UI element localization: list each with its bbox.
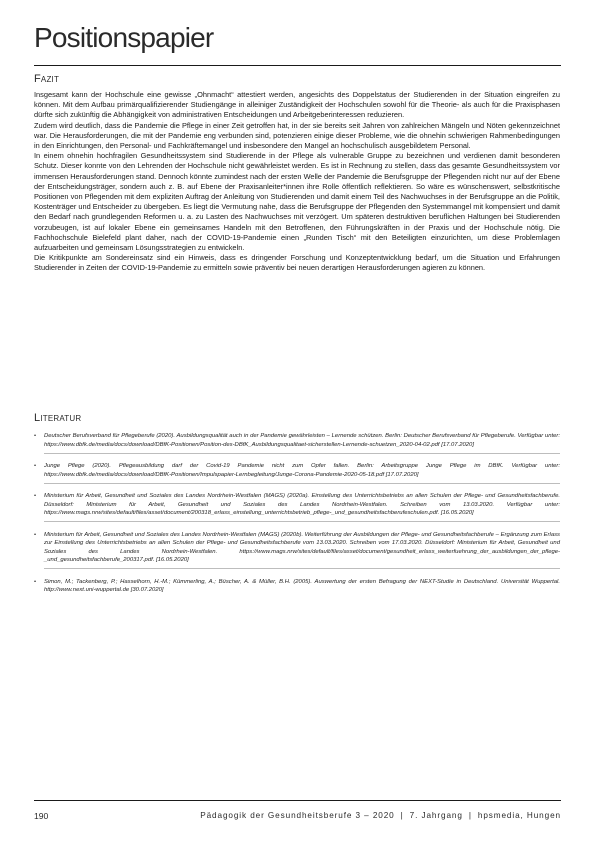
journal-volume: 7. Jahrgang	[409, 811, 463, 820]
section-heading-literatur	[34, 412, 81, 424]
reference-text: Ministerium für Arbeit, Gesundheit und Soziales des Landes Nordrhein-Westfalen (MAGS) (2020b). Weiterführung der Ausbildungen der Pflege- und Gesundheitsfachberufe – Ergänzung zum Erlass zur Einstellung des Unterrichtsbetriebs an allen Schulen der Pflege- und Gesundheitsfachberufe vom 13.03.2020. Schreiben vom 17.03.2020. Düsseldorf: Ministerium für Arbeit, Gesundheit und Soziales des Landes Nordrhein-Westfalen. https://www.mags.nrw/sites/default/files/asset/document/gesundheit_erlass_weiterfuehrung_der_ausbildungen_der_pflege-_und_gesundheitsfachberufe_200317.pdf. [16.05.2020]	[44, 531, 560, 564]
footer-separator: |	[400, 811, 404, 820]
reference-divider	[44, 453, 560, 454]
fazit-body	[34, 90, 560, 274]
publisher: hpsmedia, Hungen	[477, 811, 561, 820]
bullet-icon: •	[34, 531, 37, 538]
reference-item	[34, 462, 560, 484]
reference-divider	[44, 568, 560, 569]
journal-name: Pädagogik der Gesundheitsberufe 3 – 2020	[200, 811, 395, 820]
paragraph: Insgesamt kann der Hochschule eine gewisse „Ohnmacht“ attestiert werden, angesichts des Doppelstatus der Studierenden in der Situation eingreifen zu können. Mit dem Aufbau primärqualifizierender Studiengänge in alleiniger Zuständigkeit der Hochschulen sowohl für die Theorie- als auch für die Praxisphasen dürfte sich zukünftig die Abhängigkeit von administrativen Entscheidungen und Arbeitgeberinteressen reduzieren.	[34, 90, 560, 120]
bullet-icon: •	[34, 462, 37, 469]
page-number: 190	[34, 811, 49, 821]
reference-item	[34, 578, 560, 595]
reference-text: Junge Pflege (2020). Pflegeausbildung darf der Covid-19 Pandemie nicht zum Opfer fallen. Berlin: Arbeitsgruppe Junge Pflege im DBfK. Verfügbar unter: https://www.dbfk.de/media/docs/download/DBfK-Positionen/Impulspapier-Lernbegleitung/Junge-Corona-Pandemie-2020-05-18.pdf [17.07.2020]	[44, 462, 560, 478]
footer-journal-info	[200, 811, 561, 820]
footer-separator: |	[468, 811, 472, 820]
section-heading-fazit	[34, 73, 59, 85]
footer-divider	[34, 800, 561, 801]
section-heading-literatur-text: Literatur	[34, 412, 82, 424]
reference-text: Deutscher Berufsverband für Pflegeberufe (2020). Ausbildungsqualität auch in der Pandemie gewährleisten – Lernende schützen. Berlin: Deutscher Berufsverband für Pflegeberufe. Verfügbar unter: https://www.dbfk.de/media/docs/download/DBfK-Positionen/Position-des-DBfK_Ausbildungsqualitaet-sicherstellen-Lernende-schuetzen_2020-04-02.pdf [17.07.2020]	[44, 433, 560, 448]
paragraph: Zudem wird deutlich, dass die Pandemie die Pflege in einer Zeit getroffen hat, in der sie bereits seit Jahren von zahlreichen Mängeln und Nöten gekennzeichnet war. Die Herausforderungen, die mit der Pandemie eng verbunden sind, potenzieren einige dieser Probleme, wie die ohnehin schwierigen Rahmenbedingungen in den Einrichtungen, den Personal- und Fachkräftemangel und insbesondere den Mangel an hochschulisch ausgebildetem Personal.	[34, 120, 560, 151]
reference-divider	[44, 521, 560, 522]
section-heading-fazit-text: Fazit	[34, 73, 60, 85]
paragraph: In einem ohnehin hochfragilen Gesundheitssystem sind Studierende in der Pflege als vulnerable Gruppe zu bezeichnen und verdienen damit besonderen Schutz. Dieser konnte von den Lehrenden der Hochschule nicht gewährleistet werden. Es ist in Rechnung zu stellen, dass das gesamte Gesundheitssystem vor immensen Herausforderungen stand. Dennoch könnte zumindest nach der ersten Welle der Pandemie die Berufsgruppe der Pflegenden nicht nur auf der Ebene der Entscheidungsträger, sondern auch z. B. auf Ebene der Praxisanleiter*innen ihre Rolle öffentlich reflektieren. So wäre es wünschenswert, selbstkritische Positionen von Pflegenden mit dem expliziten Auftrag der Anleitung von Studierenden und damit einem Teil des Nachwuchses in der Berufsgruppe an die Politik, Kostenträger und Entscheider zu übergeben. Es liegt die Vermutung nahe, dass die Berufsgruppe der Pflegenden den Systemmangel mit kompensiert und damit den Bedarf nach grundlegenden Reformen u. a. zu Lasten des Nachwuchses mit verzögert. Um späteren destruktiven beruflichen Haltungen bei Studierenden vorzubeugen, ist auf lokaler Ebene ein gemeinsames Handeln mit den Betroffenen, den Führungskräften in der Praxis und der Hochschule nötig. Die Fachhochschule Bielefeld plant daher, nach der COVID-19-Pandemie einen „Runden Tisch“ mit den Beteiligten einzurichten, um diese Problemlagen aufzuarbeiten und gemeinsam Lösungsstrategien zu entwickeln.	[34, 151, 560, 253]
bullet-icon: •	[34, 433, 37, 439]
reference-list	[34, 432, 560, 603]
title-divider	[34, 65, 561, 66]
reference-item	[34, 432, 560, 454]
reference-item	[34, 492, 560, 522]
paragraph: Die Kritikpunkte am Sondereinsatz sind ein Hinweis, dass es dringender Forschung und Konzeptentwicklung bedarf, um die Situation und Erfahrungen Studierender in Zeiten der COVID-19-Pandemie zu ermitteln sowie präventiv bei neuen derartigen Herausforderungen agieren zu können.	[34, 253, 560, 273]
page-title: Positionspapier	[34, 22, 214, 53]
reference-item	[34, 531, 560, 570]
reference-divider	[44, 483, 560, 484]
reference-text: Simon, M.; Tackenberg, P.; Hasselhorn, H.-M.; Kümmerling, A.; Büscher, A. & Müller, B.H. (2005). Auswertung der ersten Befragung der NEXT-Studie in Deutschland. Universität Wuppertal. http://www.next.uni-wuppertal.de [30.07.2020]	[44, 578, 560, 594]
bullet-icon: •	[34, 578, 37, 585]
reference-text: Ministerium für Arbeit, Gesundheit und Soziales des Landes Nordrhein-Westfalen (MAGS) (2020a). Einstellung des Unterrichtsbetriebs an allen Schulen der Pflege- und Gesundheitsfachberufe. Düsseldorf: Ministerium für Arbeit, Gesundheit und Soziales des Landes Nordrhein-Westfalen. Schreiben vom 13.03.2020. Verfügbar unter: https://www.mags.nrw/sites/default/files/asset/document/200318_erlass_einstellung_unterrichtsbetrieb_pflege-_und_gesundheitsfachberufeschulen.pdf. [16.05.2020]	[44, 492, 560, 517]
bullet-icon: •	[34, 492, 37, 499]
